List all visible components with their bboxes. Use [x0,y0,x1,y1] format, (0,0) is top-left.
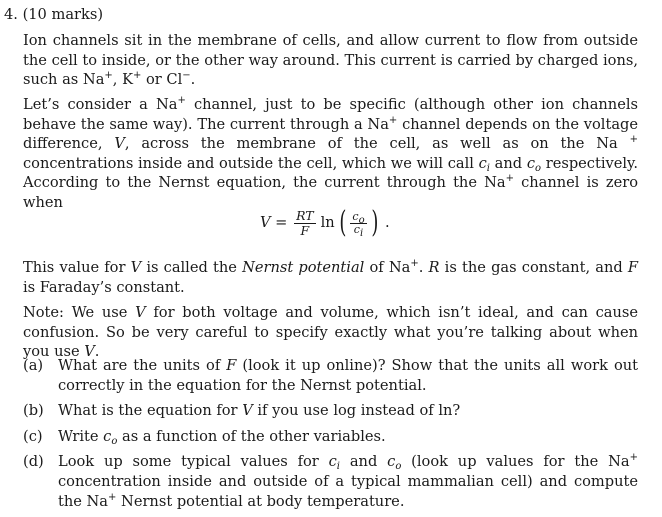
text: Write [58,427,104,445]
equation-period: . [380,214,390,232]
item-label: (c) [23,427,43,445]
text: Look up some typical values for [58,453,329,471]
problem-header [4,5,103,25]
item-text [58,356,638,395]
text: respectively. According to the Nernst equation, the current through the Na [23,154,638,192]
text: channel is zero when [23,174,638,211]
text: What are the units of [58,357,227,374]
paragraph-nernst-potential [23,258,638,297]
list-item [23,427,638,447]
text: , across the membrane of the cell, as well as on the Na [124,135,630,153]
equation-lhs: V [260,214,271,232]
text: channel, just to be specific (although other ion channels behave the same way). The current through a Na [23,96,638,133]
variable: F [627,259,639,276]
variable: c [526,154,535,172]
list-item [23,452,638,511]
variable: c [103,427,112,445]
fraction-rt-over-f [294,209,316,238]
variable: V [114,135,125,153]
question-list [23,356,638,517]
variable: R [428,259,440,276]
superscript: + [177,95,186,106]
text: of Na [364,259,411,276]
text: (look it up online)? Show that the units all work out correctly in the equation for the Nernst potential. [58,357,638,394]
fraction-numerator: RT [296,207,314,223]
superscript: + [505,173,514,185]
variable: c [352,209,359,223]
variable: V [84,343,95,361]
paragraph-intro [23,31,638,90]
text: or Cl [141,71,183,89]
item-text [58,401,638,421]
text: Let’s consider a Na [23,96,178,113]
text: Nernst potential at body temperature. [116,492,405,510]
list-item [23,401,638,421]
item-label: (a) [23,357,44,374]
problem-marks: (10 marks) [22,6,104,23]
variable: c [353,222,360,236]
text: for both voltage and volume, which isn’t ideal, and can cause confusion. So be very careful to specify exactly what you’re talking about when you use [23,304,638,361]
problem-number: 4. [4,6,18,23]
text: Ion channels sit in the membrane of cells, and allow current to flow from outside the cell to inside, or the other way around. This current is carried by charged ions, such as Na [23,32,638,89]
fraction-numerator [350,209,366,226]
variable: c [328,453,337,471]
variable: c [387,453,396,471]
close-paren: ) [370,205,378,240]
subscript: i [486,162,490,174]
subscript: o [535,162,542,174]
text: concentration inside and outside of a typical mammalian cell) and compute the Na [58,472,638,510]
nernst-equation [260,198,390,248]
superscript: + [104,70,113,82]
subscript: o [395,461,402,473]
subscript: i [359,227,364,239]
open-paren: ( [339,205,347,240]
superscript: + [629,452,638,464]
text: What is the equation for [58,402,243,420]
text: , K [112,71,133,89]
paragraph-na-channel [23,95,638,213]
text: Note: We use [23,304,136,321]
superscript: + [629,134,638,146]
text: . [94,343,100,361]
text: if you use log instead of ln? [252,402,461,420]
subscript: o [111,435,118,447]
item-text [58,452,638,511]
subscript: i [336,461,340,473]
superscript: − [182,70,191,82]
superscript: + [388,114,398,126]
item-label: (b) [23,402,44,420]
text: is Faraday’s constant. [23,278,185,296]
item-label: (d) [23,453,44,471]
variable: F [226,357,237,374]
text: is the gas constant, and [439,259,628,276]
paragraph-note [23,303,638,362]
list-item [23,356,638,395]
fraction-denominator [352,222,365,239]
text: (look up values for the Na [401,453,630,471]
superscript: + [132,70,142,82]
variable: c [478,154,487,172]
item-text [58,427,638,447]
equals-sign: = [270,214,293,232]
text: as a function of the other variables. [117,427,386,445]
text: and [490,154,527,172]
variable: V [130,259,142,276]
variable: V [135,304,146,321]
superscript: + [108,491,117,503]
emphasized-term: Nernst potential [242,259,365,276]
text: channel depends on the voltage difference, [23,115,639,153]
text: . [418,259,429,276]
text: is called the [141,259,243,276]
text: . [190,71,196,89]
text: and [340,453,388,471]
fraction-denominator: F [300,222,310,238]
text: This value for [23,259,131,276]
subscript: o [358,214,365,226]
text: concentrations inside and outside the cell, which we will call [23,154,479,172]
ln-operator: ln [320,214,335,232]
superscript: + [410,258,419,269]
fraction-co-over-ci [350,209,366,239]
variable: V [242,402,253,420]
